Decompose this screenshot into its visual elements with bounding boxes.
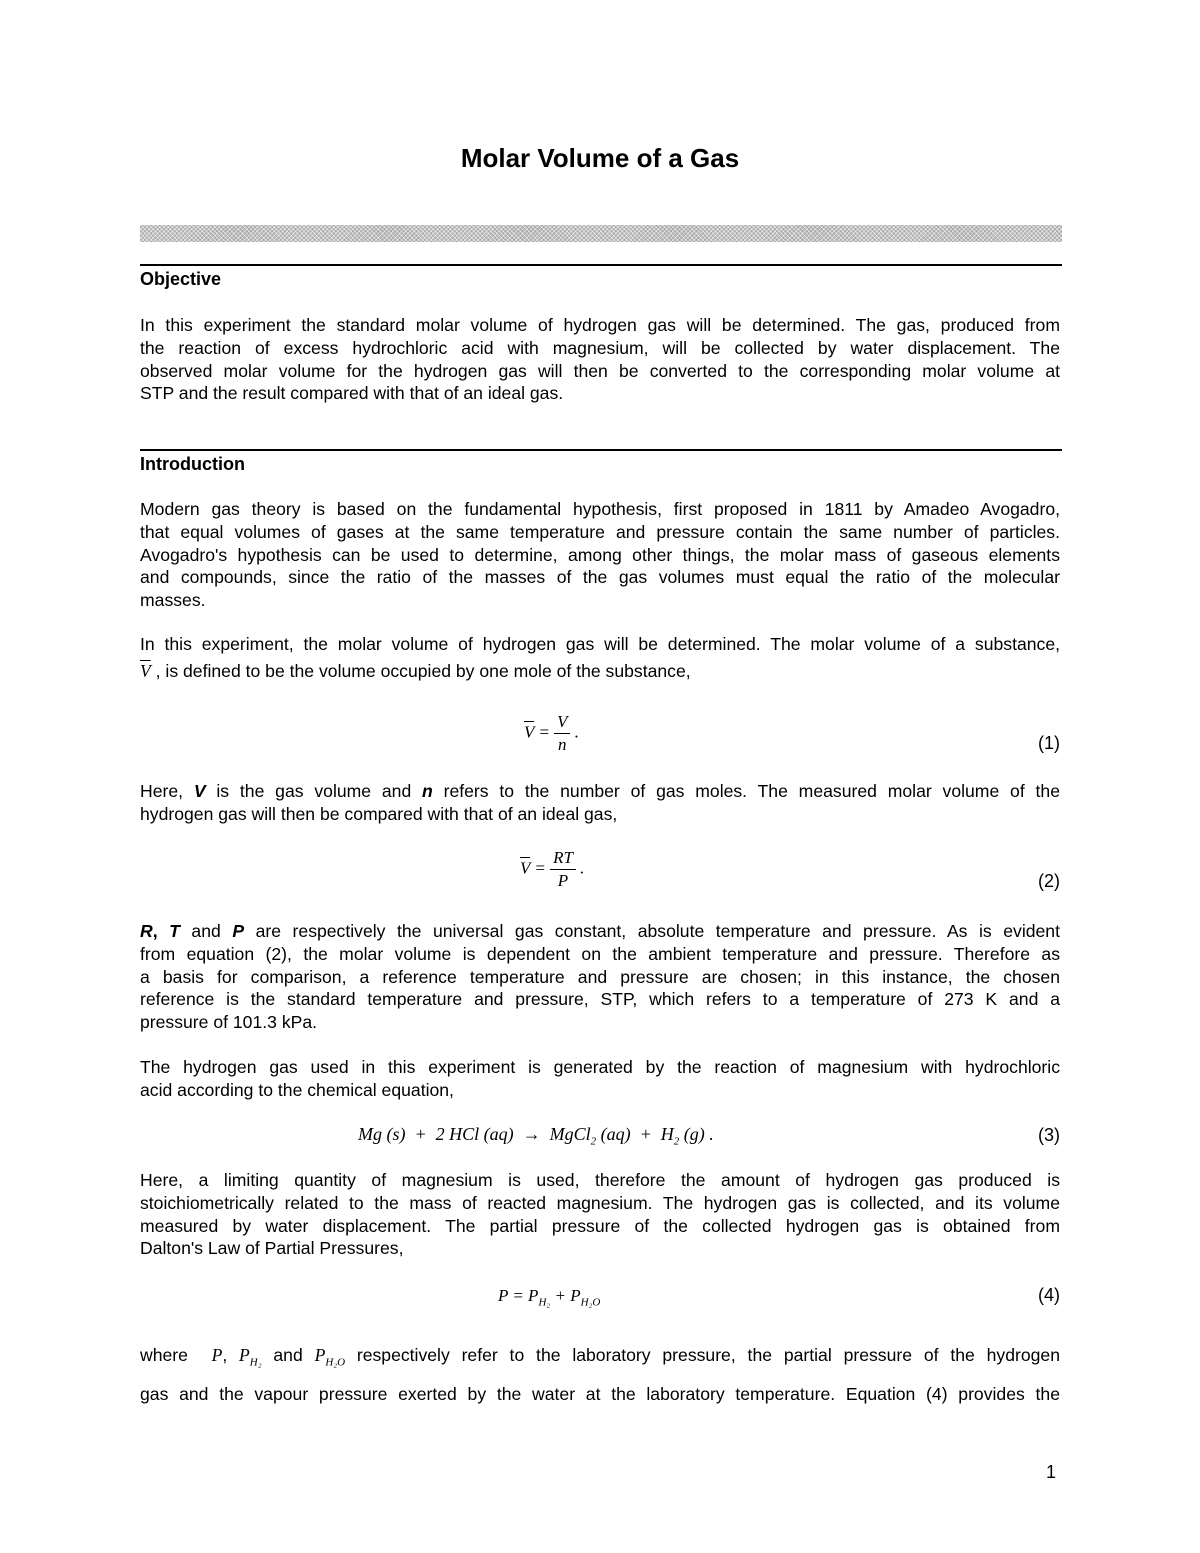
eq-part: P = P — [498, 1286, 539, 1305]
text-line: masses. — [140, 590, 206, 611]
eq-lhs: $\overline{V}$ — [520, 858, 531, 878]
eq-subscript: H₂O — [580, 1296, 601, 1309]
text-line — [140, 660, 1060, 683]
text-line — [140, 780, 1060, 803]
eq-denominator: n — [558, 735, 567, 754]
text-span: is the gas volume and — [205, 781, 423, 801]
var-t: T — [169, 921, 180, 941]
text-line: measured by water displacement. The partial pressure of the collected hydrogen gas is obtained from — [140, 1215, 1060, 1236]
text-line: and compounds, since the ratio of the masses of the gas volumes must equal the ratio of the molecular — [140, 567, 1060, 588]
eq-equals: = — [538, 722, 550, 742]
text-line: a basis for comparison, a reference temperature and pressure are chosen; in this instance, the chosen — [140, 966, 1060, 987]
eq-part: Mg (s) + 2 HCl (aq) → MgCl — [358, 1124, 591, 1144]
text-line: observed molar volume for the hydrogen gas will then be converted to the corresponding molar volume at — [140, 360, 1060, 381]
text-line: Avogadro's hypothesis can be used to determine, among other things, the molar mass of gaseous elements — [140, 544, 1060, 565]
eq-denominator: P — [557, 871, 569, 890]
text-line: Here, a limiting quantity of magnesium is used, therefore the amount of hydrogen gas produced is — [140, 1170, 1060, 1190]
section-divider — [140, 449, 1062, 451]
text-span: respectively refer to the laboratory pressure, the partial pressure of the hydrogen — [345, 1345, 1060, 1365]
text-line: reference is the standard temperature and pressure, STP, which refers to a temperature of 273 K and a — [140, 989, 1060, 1010]
eq-numerator: V — [554, 712, 570, 734]
eq-end: . — [574, 722, 579, 742]
text-line: gas and the vapour pressure exerted by the water at the laboratory temperature. Equation (4) provides the — [140, 1383, 1060, 1404]
var-v: V — [193, 781, 206, 801]
eq-subscript: 2 — [673, 1135, 680, 1148]
text-span: , is defined to be the volume occupied by one mole of the substance, — [150, 660, 691, 681]
intro-paragraph-4 — [140, 920, 1060, 1034]
var-p-h2: P — [239, 1345, 250, 1365]
var-n: n — [422, 781, 433, 801]
eq-lhs: $\overline{V}$ — [524, 722, 535, 742]
text-line — [140, 920, 1060, 943]
text-line — [140, 1340, 1060, 1379]
equation-number-1: (1) — [1038, 733, 1060, 753]
eq-part: + P — [550, 1286, 581, 1305]
text-span: are respectively the universal gas constant, absolute temperature and pressure. As is evident — [244, 921, 1060, 941]
text-line: STP and the result compared with that of an ideal gas. — [140, 383, 564, 404]
text-line: stoichiometrically related to the mass of reacted magnesium. The hydrogen gas is collected, and its volume — [140, 1192, 1060, 1213]
text-span: , — [152, 921, 170, 941]
page-number: 1 — [1045, 1462, 1056, 1482]
objective-heading: Objective — [140, 269, 222, 289]
eq-equals: = — [534, 858, 546, 878]
text-line: Modern gas theory is based on the fundamental hypothesis, first proposed in 1811 by Amadeo Avogadro, — [140, 499, 1060, 519]
intro-paragraph-2 — [140, 633, 1060, 683]
var-r: R — [140, 921, 153, 941]
section-divider — [140, 264, 1062, 266]
eq-subscript: H₂O — [325, 1356, 346, 1369]
molar-volume-symbol: $\overline{V}$ — [140, 660, 151, 681]
text-span: and — [179, 921, 233, 941]
equation-number-4: (4) — [1038, 1285, 1060, 1305]
var-p: P — [211, 1345, 223, 1365]
eq-subscript: H₂ — [538, 1296, 551, 1309]
equation-number-2: (2) — [1038, 871, 1060, 891]
equation-4 — [498, 1286, 600, 1308]
text-line: from equation (2), the molar volume is dependent on the ambient temperature and pressure. Therefore as — [140, 943, 1060, 964]
equation-3 — [358, 1124, 714, 1148]
text-line: Dalton's Law of Partial Pressures, — [140, 1238, 404, 1259]
text-line: hydrogen gas will then be compared with that of an ideal gas, — [140, 803, 618, 824]
eq-end: . — [580, 858, 585, 878]
eq-numerator: RT — [550, 848, 576, 870]
text-line: The hydrogen gas used in this experiment is generated by the reaction of magnesium with hydrochloric — [140, 1057, 1060, 1077]
eq-subscript: H₂ — [249, 1356, 262, 1369]
intro-paragraph-7 — [140, 1340, 1060, 1410]
equation-number-3: (3) — [1038, 1125, 1060, 1145]
objective-paragraph — [140, 314, 1060, 405]
eq-fraction — [550, 848, 576, 891]
text-line: acid according to the chemical equation, — [140, 1079, 454, 1100]
intro-paragraph-5 — [140, 1056, 1060, 1102]
text-line: In this experiment, the molar volume of hydrogen gas will be determined. The molar volume of a substance, — [140, 634, 1060, 654]
text-span: where — [140, 1345, 212, 1365]
text-span: refers to the number of gas moles. The measured molar volume of the — [432, 781, 1060, 801]
text-span: and — [261, 1345, 315, 1365]
eq-subscript: 2 — [590, 1135, 597, 1148]
eq-part: (g) . — [679, 1124, 714, 1144]
equation-2 — [520, 848, 584, 891]
var-p-h2o: P — [314, 1345, 326, 1365]
page-title: Molar Volume of a Gas — [460, 143, 740, 173]
text-line: In this experiment the standard molar volume of hydrogen gas will be determined. The gas, produced from — [140, 315, 1060, 335]
eq-part: (aq) + H — [596, 1124, 674, 1144]
text-line: the reaction of excess hydrochloric acid with magnesium, will be collected by water displacement. The — [140, 337, 1060, 358]
equation-1 — [524, 712, 579, 755]
var-p: P — [232, 921, 245, 941]
decorative-band — [140, 225, 1062, 242]
introduction-heading: Introduction — [140, 454, 245, 474]
text-line: pressure of 101.3 kPa. — [140, 1012, 318, 1033]
intro-paragraph-3 — [140, 780, 1060, 826]
text-span: , — [222, 1345, 240, 1365]
text-line: that equal volumes of gases at the same temperature and pressure contain the same number of particles. — [140, 521, 1060, 542]
text-span: Here, — [140, 781, 194, 801]
eq-fraction — [554, 712, 570, 755]
intro-paragraph-1 — [140, 498, 1060, 612]
intro-paragraph-6 — [140, 1169, 1060, 1260]
